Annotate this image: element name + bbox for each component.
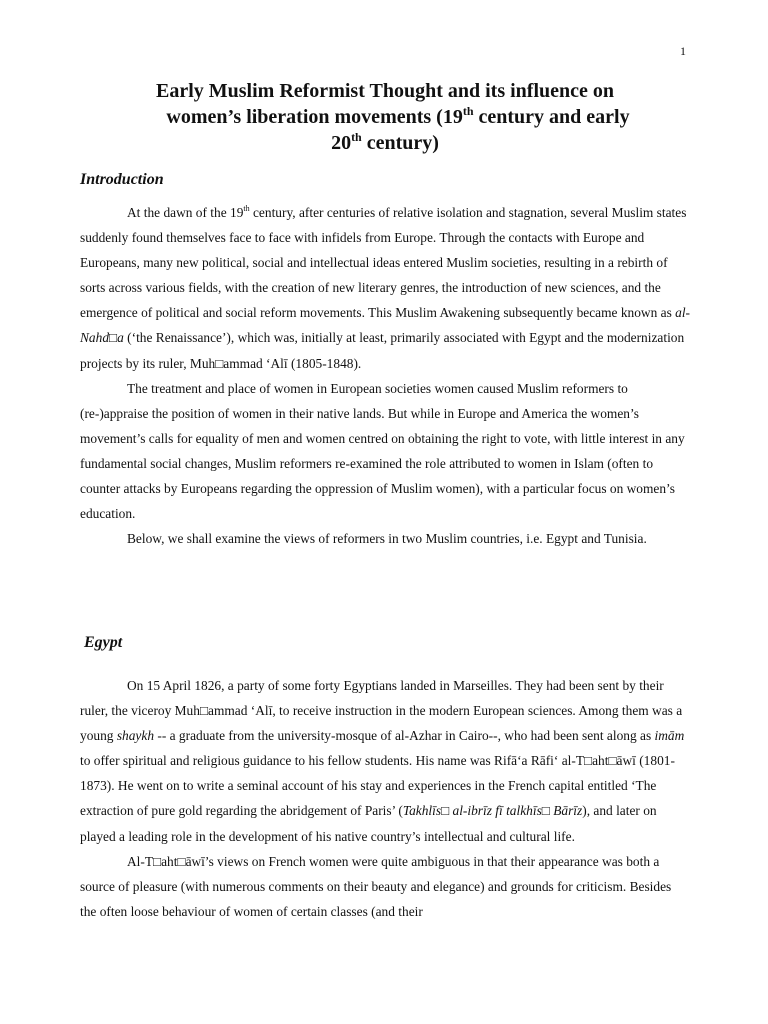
introduction-paragraph-2: The treatment and place of women in European societies women caused Muslim reformers to (re-)appraise the position of women in their native lands. But while in Europe and America the women’s movement’s calls for equality of men and women centred on obtaining the right to vote, with little interest in any fundamental social changes, Muslim reformers re-examined the role attributed to women in Islam (often to counter attacks by Europeans regarding the oppression of Muslim women), with a particular focus on women’s education.	[80, 380, 685, 522]
introduction-body	[80, 200, 690, 551]
title-line-3	[80, 130, 690, 156]
egypt-paragraph-2: Al-T□aht□āwī’s views on French women were quite ambiguous in that their appearance was both a source of pleasure (with numerous comments on their beauty and elegance) and grounds for criticism. Besides the often loose behaviour of women of certain classes (and their	[80, 853, 672, 919]
egypt-section	[84, 633, 694, 653]
title-line-3-text: 20	[331, 132, 352, 154]
intro-p1-italic-term: al-Nahd□a	[80, 305, 691, 346]
title-line-3-sup: th	[351, 130, 362, 144]
introduction-heading: Introduction	[80, 171, 164, 188]
intro-p1-sup: th	[243, 204, 250, 213]
title-line-2-sup: th	[462, 104, 474, 118]
title-line-3-text-end: century)	[361, 132, 439, 154]
egypt-p1-text-a: On 15 April 1826, a party of some forty Egyptians landed in Marseilles. They had been sent by their ruler, the viceroy Muh□ammad ‘Alī, to receive instruction in the modern European sciences. Among them was a young	[80, 678, 683, 744]
egypt-paragraph-1	[80, 673, 690, 849]
egypt-heading: Egypt	[84, 634, 123, 651]
intro-p1-text-a: At the dawn of the 19	[127, 205, 244, 220]
title-line-1: Early Muslim Reformist Thought and its influence on	[156, 80, 614, 102]
page-number: 1	[680, 44, 686, 58]
document-title	[80, 78, 690, 156]
egypt-p1-italic-shaykh: shaykh	[116, 728, 155, 744]
title-line-2-text-end: century and early	[473, 106, 630, 128]
egypt-p1-text-b: -- a graduate from the university-mosque of al-Azhar in Cairo--, who had been sent along as	[154, 728, 655, 744]
intro-p1-text-c: (‘the Renaissance’), which was, initially at least, primarily associated with Egypt and the modernization projects by its ruler, Muh□ammad ‘Alī (1805-1848).	[80, 330, 685, 371]
egypt-p1-italic-imam: imām	[654, 728, 685, 744]
egypt-p1-text-d: ), and later on played a leading role in the development of his native country’s intellectual and cultural life.	[80, 803, 657, 844]
introduction-section	[80, 170, 690, 190]
introduction-paragraph-3: Below, we shall examine the views of reformers in two Muslim countries, i.e. Egypt and Tunisia.	[127, 531, 647, 547]
title-line-2	[80, 104, 690, 130]
egypt-p1-text-c: to offer spiritual and religious guidance to his fellow students. His name was Rifā‘a Rāfi‘ al-T□aht□āwī (1801-1873). He went on to write a seminal account of his stay and experiences in the French capital entitled ‘The extraction of pure gold regarding the abridgement of Paris’ (	[80, 753, 675, 819]
introduction-paragraph-1	[80, 200, 690, 376]
egypt-body	[80, 673, 690, 924]
egypt-p1-italic-book-title: Takhlīs□ al-ibrīz fī talkhīs□ Bārīz	[402, 803, 583, 819]
title-line-2-text: women’s liberation movements (19	[166, 106, 463, 128]
intro-p1-text-b: century, after centuries of relative isolation and stagnation, several Muslim states suddenly found themselves face to face with infidels from Europe. Through the contacts with Europe and Europeans, many new political, social and intellectual ideas entered Muslim societies, resulting in a rebirth of sorts across various fields, with the creation of new literary genres, the introduction of new sciences, and the emergence of political and social reform movements. This Muslim Awakening subsequently became known as	[80, 205, 687, 321]
